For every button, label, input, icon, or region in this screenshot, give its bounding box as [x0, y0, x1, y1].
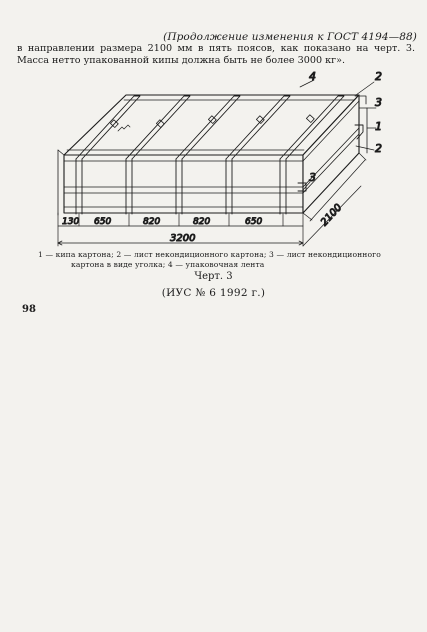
page-number: 98: [22, 304, 36, 315]
callout-2-side: 2: [375, 142, 382, 155]
dim-depth-2100: 2100: [318, 202, 345, 229]
caption-line-2: картона в виде уголка; 4 — упаковочная лента: [71, 260, 265, 269]
body-paragraph: в направлении размера 2100 мм в пять поясов, как показано на черт. 3. Масса нетто упакованной кипы должна быть не более 3000 кг».: [17, 43, 415, 66]
dim-820-a: 820: [143, 217, 161, 227]
figure-caption: [38, 250, 418, 270]
bale-front-face: [58, 150, 303, 215]
dim-650-right: 650: [245, 217, 263, 227]
callout-3-top: 3: [375, 96, 382, 109]
figure-title: Черт. 3: [194, 271, 233, 282]
dim-650-left: 650: [94, 217, 112, 227]
dim-overall-3200: 3200: [170, 233, 196, 244]
callout-1: 1: [375, 120, 382, 133]
running-header: (Продолжение изменения к ГОСТ 4194—88): [163, 31, 417, 43]
callout-4: 4: [309, 70, 316, 83]
dim-820-b: 820: [193, 217, 211, 227]
bale-drawing: [0, 0, 427, 255]
callout-3-front: 3: [309, 171, 316, 184]
callout-2-top: 2: [375, 70, 382, 83]
ius-reference: (ИУС № 6 1992 г.): [161, 287, 266, 299]
caption-line-1: 1 — кипа картона; 2 — лист некондиционного картона; 3 — лист некондиционного: [38, 250, 381, 259]
dim-130: 130: [62, 217, 80, 227]
